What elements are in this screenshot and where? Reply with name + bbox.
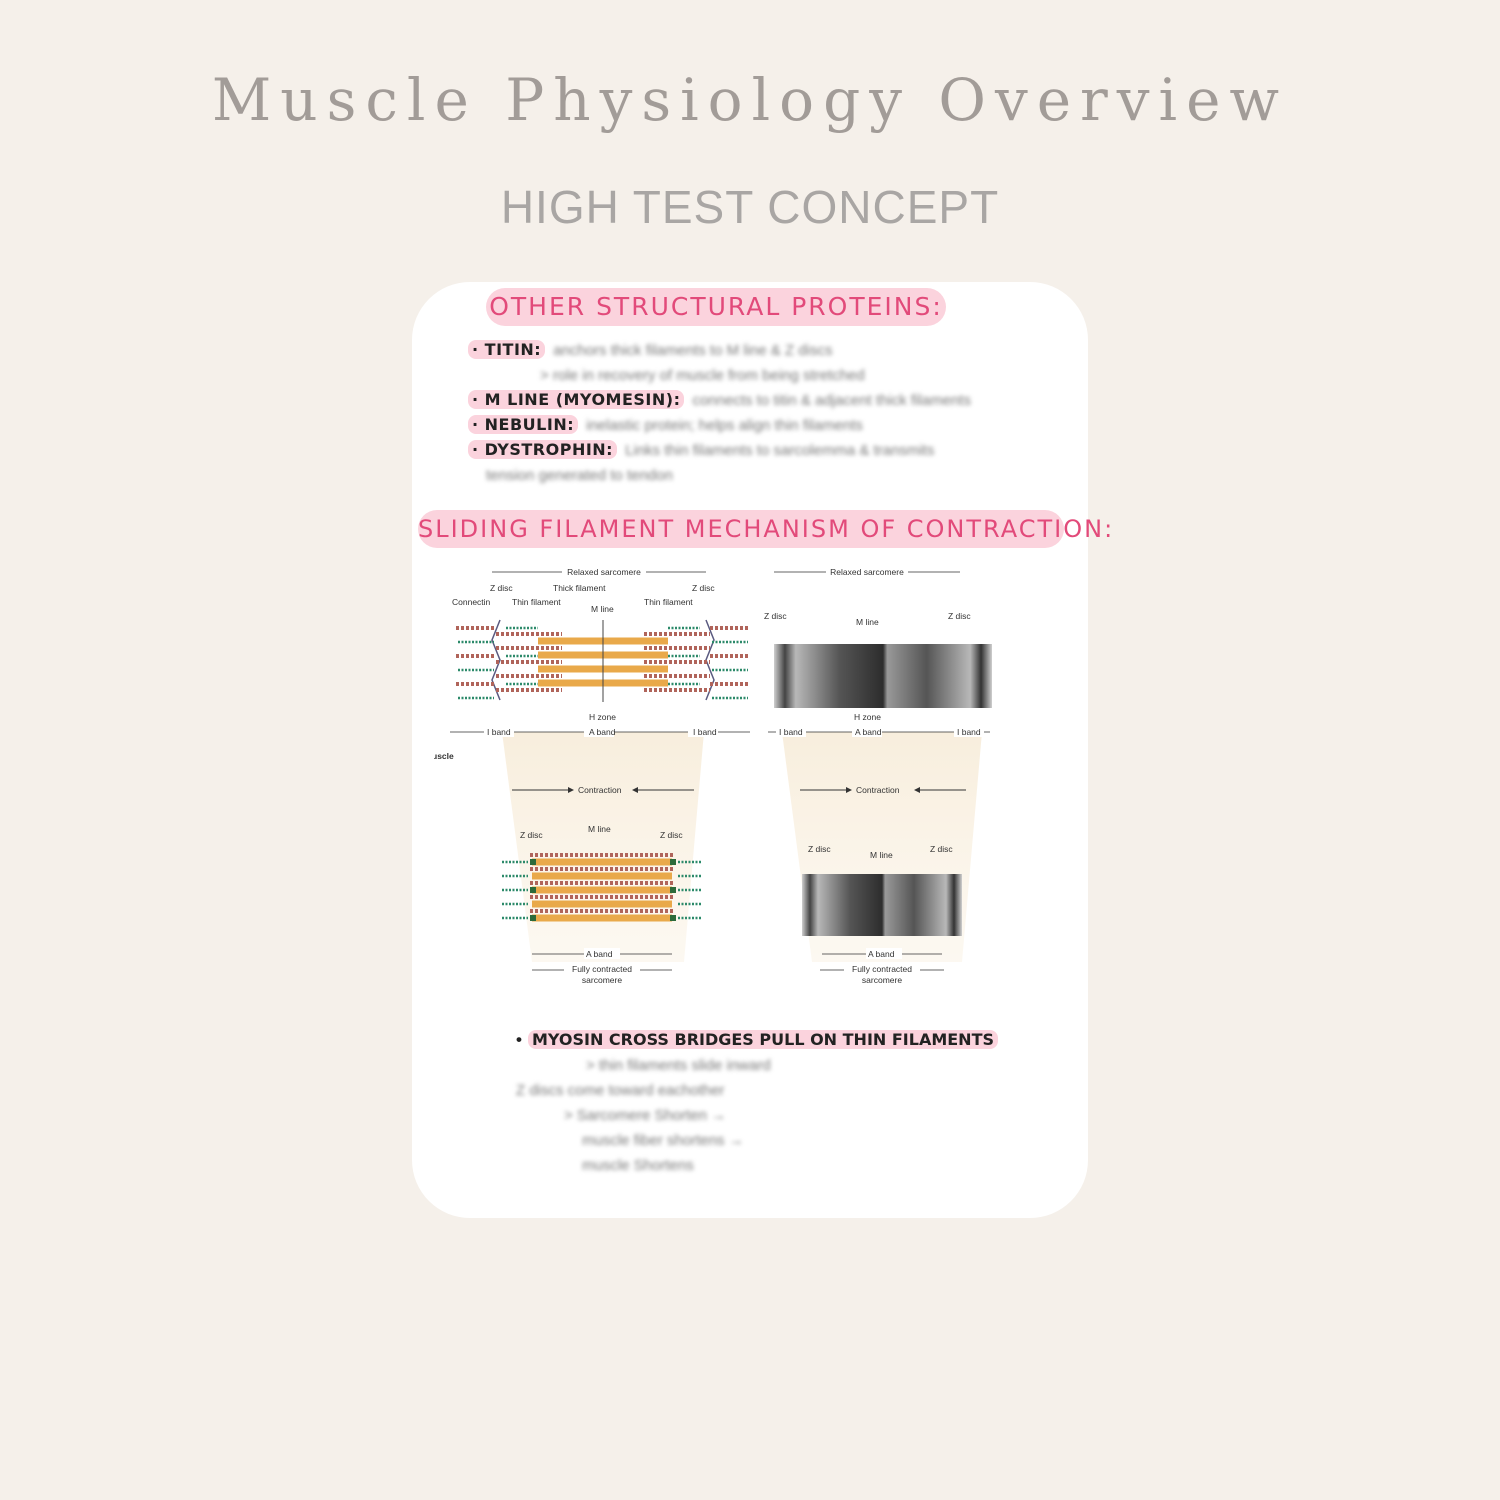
protein-desc: anchors thick filaments to M line & Z discs (553, 342, 833, 359)
protein-term: · DYSTROPHIN: (468, 440, 617, 459)
label-i-band: I band (693, 727, 717, 737)
label-m-line: M line (870, 850, 893, 860)
label-fully-contracted: Fully contracted (572, 964, 632, 974)
label-thin-filament: Thin filament (644, 597, 693, 607)
label-relaxed-sarcomere: Relaxed sarcomere (567, 567, 641, 577)
label-thick-filament: Thick filament (553, 583, 606, 593)
protein-term: · M LINE (MYOMESIN): (468, 390, 684, 409)
em-micrograph-relaxed (774, 644, 992, 708)
label-sarcomere: sarcomere (581, 975, 623, 985)
label-z-disc: Z disc (692, 583, 715, 593)
label-contraction: Contraction (578, 785, 622, 795)
protein-term: · TITIN: (468, 340, 545, 359)
list-item (468, 340, 1068, 365)
protein-subnote: > role in recovery of muscle from being stretched (540, 367, 865, 384)
protein-list (468, 340, 1068, 490)
protein-desc-cont: tension generated to tendon (486, 467, 673, 484)
label-sarcomere: sarcomere (861, 975, 903, 985)
label-a-band: A band (586, 949, 613, 959)
list-item: • MYOSIN CROSS BRIDGES PULL ON THIN FILAMENTS (516, 1030, 1076, 1055)
label-a-band: A band (589, 727, 616, 737)
label-i-band: I band (957, 727, 981, 737)
label-h-zone: H zone (854, 712, 881, 722)
label-z-disc: Z disc (808, 844, 831, 854)
label-connectin: Connectin (452, 597, 491, 607)
label-m-line: M line (591, 604, 614, 614)
contracted-sarcomere-drawing (502, 855, 702, 921)
list-item (468, 390, 1068, 415)
label-thin-filament: Thin filament (512, 597, 561, 607)
label-muscle-fragment: uscle (434, 751, 454, 761)
list-item: muscle Shortens (582, 1157, 694, 1174)
label-i-band: I band (779, 727, 803, 737)
page-subtitle: HIGH TEST CONCEPT (500, 181, 1000, 233)
em-micrograph-contracted (802, 874, 962, 936)
contraction-notes (516, 1030, 1076, 1180)
label-a-band: A band (868, 949, 895, 959)
heading-sliding-filament: SLIDING FILAMENT MECHANISM OF CONTRACTION: (418, 510, 1064, 548)
protein-desc: connects to titin & adjacent thick filaments (692, 392, 971, 409)
heading-structural-proteins: OTHER STRUCTURAL PROTEINS: (486, 288, 946, 326)
label-relaxed-sarcomere: Relaxed sarcomere (830, 567, 904, 577)
list-item: > Sarcomere Shorten → (564, 1107, 727, 1124)
label-z-disc: Z disc (764, 611, 787, 621)
label-z-disc: Z disc (660, 830, 683, 840)
list-item: Z discs come toward eachother (516, 1082, 725, 1099)
label-fully-contracted: Fully contracted (852, 964, 912, 974)
funnel-left (502, 732, 704, 962)
key-point: MYOSIN CROSS BRIDGES PULL ON THIN FILAMENTS (528, 1030, 998, 1049)
relaxed-sarcomere-drawing (456, 620, 750, 702)
label-i-band: I band (487, 727, 511, 737)
list-item (468, 415, 1068, 440)
label-a-band: A band (855, 727, 882, 737)
protein-term: · NEBULIN: (468, 415, 578, 434)
note-card (412, 282, 1115, 1218)
list-item (468, 365, 1068, 390)
label-z-disc: Z disc (520, 830, 543, 840)
sarcomere-diagram (434, 562, 1074, 992)
label-h-zone: H zone (589, 712, 616, 722)
page-title: Muscle Physiology Overview (211, 66, 1289, 134)
list-item (468, 440, 1068, 465)
label-contraction: Contraction (856, 785, 900, 795)
label-z-disc: Z disc (948, 611, 971, 621)
protein-desc: Links thin filaments to sarcolemma & transmits (625, 442, 935, 459)
list-item (468, 465, 1068, 490)
label-m-line: M line (588, 824, 611, 834)
list-item: > thin filaments slide inward (586, 1057, 771, 1074)
label-z-disc: Z disc (490, 583, 513, 593)
sarcomere-svg (434, 562, 1074, 992)
list-item: muscle fiber shortens → (582, 1132, 744, 1149)
protein-desc: inelastic protein; helps align thin filaments (586, 417, 863, 434)
label-z-disc: Z disc (930, 844, 953, 854)
label-m-line: M line (856, 617, 879, 627)
